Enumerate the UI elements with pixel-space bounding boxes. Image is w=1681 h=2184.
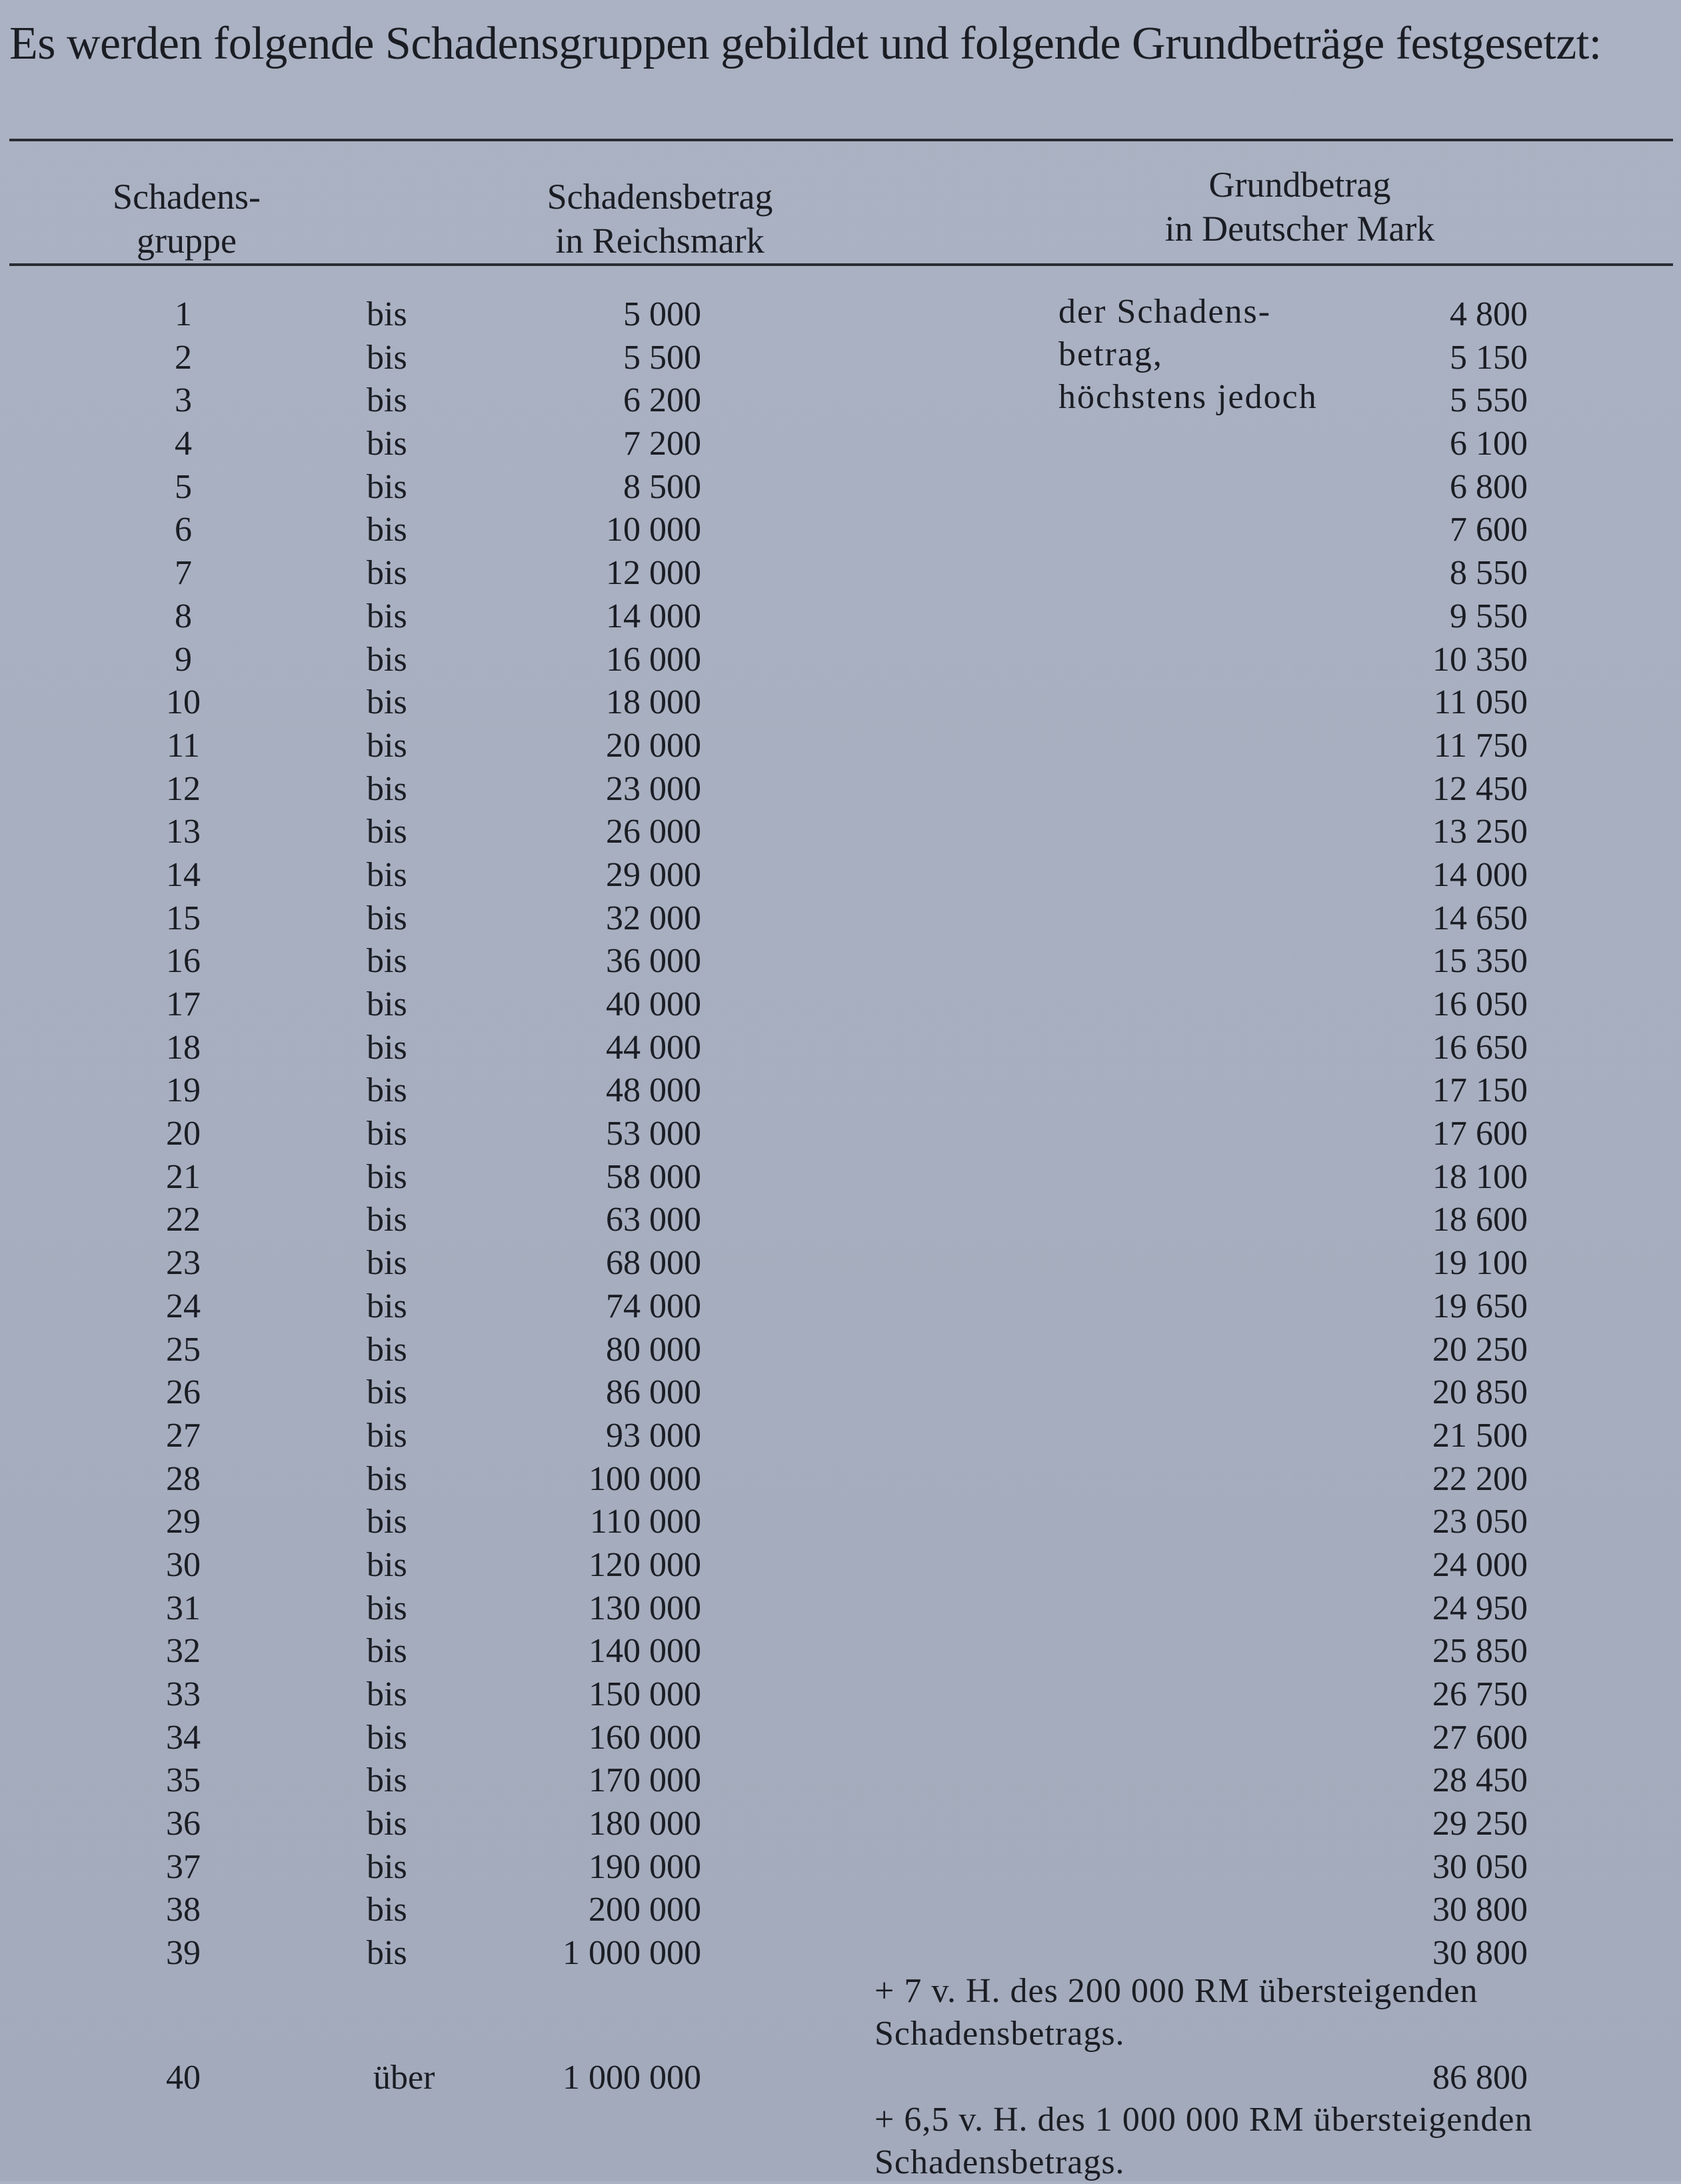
row-amount: 18 000 <box>606 683 701 722</box>
row-amount: 170 000 <box>589 1761 701 1800</box>
row-group: 38 <box>166 1891 201 1929</box>
row-word: bis <box>367 597 407 635</box>
row-base: 25 850 <box>1432 1632 1528 1671</box>
row-word: bis <box>367 467 407 506</box>
row-amount: 190 000 <box>589 1847 701 1886</box>
table-row <box>0 423 1681 466</box>
row-word: bis <box>367 554 407 593</box>
top-rule <box>9 139 1673 141</box>
row-word: bis <box>367 1416 407 1455</box>
header-amount-line1: Schadensbetrag <box>547 177 773 217</box>
row-base: 30 800 <box>1432 1891 1528 1929</box>
row-group: 5 <box>175 467 192 506</box>
row-base: 6 800 <box>1450 467 1528 506</box>
row-amount: 140 000 <box>589 1632 701 1671</box>
row-base: 16 050 <box>1432 985 1528 1023</box>
row-word: bis <box>367 1805 407 1843</box>
row-word: bis <box>367 1718 407 1757</box>
table-row <box>0 595 1681 639</box>
row-word: bis <box>367 425 407 463</box>
row-base: 6 100 <box>1450 425 1528 463</box>
row-amount: 63 000 <box>606 1201 701 1239</box>
row-amount: 6 200 <box>623 381 701 420</box>
table-row <box>0 509 1681 552</box>
row-base: 13 250 <box>1432 813 1528 851</box>
row-amount: 32 000 <box>606 899 701 937</box>
row-group: 11 <box>166 726 201 765</box>
row-amount: 20 000 <box>606 726 701 765</box>
table-row <box>0 681 1681 725</box>
row-base: 23 050 <box>1432 1503 1528 1541</box>
row-amount: 53 000 <box>606 1115 701 1153</box>
row-word: bis <box>367 1071 407 1110</box>
table-row <box>0 1371 1681 1415</box>
row-group: 14 <box>166 855 201 894</box>
row-base: 22 200 <box>1432 1459 1528 1498</box>
header-base-line2: in Deutscher Mark <box>1164 209 1435 249</box>
table-row <box>0 1932 1681 1975</box>
table-row <box>0 897 1681 941</box>
row-group: 15 <box>166 899 201 937</box>
row-base: 26 750 <box>1432 1675 1528 1713</box>
side-note-line2: betrag, <box>1058 335 1163 373</box>
row-word: bis <box>367 1157 407 1196</box>
row-amount: 14 000 <box>606 597 701 635</box>
intro-text: Es werden folgende Schadensgruppen gebildet und folgende Grundbeträge festgesetzt: <box>9 18 1602 69</box>
row-word: bis <box>367 1847 407 1886</box>
header-group-line1: Schadens- <box>113 177 261 217</box>
row-amount: 74 000 <box>606 1287 701 1325</box>
row-base: 17 600 <box>1432 1115 1528 1153</box>
table-row <box>0 1673 1681 1717</box>
row-word: bis <box>367 985 407 1023</box>
row-amount: 160 000 <box>589 1718 701 1757</box>
row-group: 31 <box>166 1589 201 1627</box>
table-row <box>0 1329 1681 1372</box>
row-word: bis <box>367 1287 407 1325</box>
table-row <box>0 1199 1681 1242</box>
row-40-base: 86 800 <box>1432 2059 1528 2097</box>
row-word: bis <box>367 511 407 549</box>
row-group: 37 <box>166 1847 201 1886</box>
table-row <box>0 1285 1681 1329</box>
row-amount: 86 000 <box>606 1373 701 1412</box>
row-word: bis <box>367 1503 407 1541</box>
row-group: 12 <box>166 769 201 808</box>
table-row <box>0 379 1681 423</box>
table-row <box>0 1415 1681 1458</box>
table-row <box>0 1458 1681 1501</box>
row-base: 20 250 <box>1432 1330 1528 1369</box>
row-word: bis <box>367 855 407 894</box>
row-word: bis <box>367 1589 407 1627</box>
row-group: 18 <box>166 1028 201 1067</box>
row-base: 18 600 <box>1432 1201 1528 1239</box>
row-base: 27 600 <box>1432 1718 1528 1757</box>
row-base: 9 550 <box>1450 597 1528 635</box>
row-base: 19 100 <box>1432 1244 1528 1283</box>
row-base: 10 350 <box>1432 640 1528 679</box>
row-word: bis <box>367 1028 407 1067</box>
row-amount: 1 000 000 <box>563 1934 701 1973</box>
note-group-40 <box>874 2099 1533 2184</box>
table-row <box>0 725 1681 768</box>
row-group: 22 <box>166 1201 201 1239</box>
table-row-40 <box>0 2057 1681 2099</box>
row-amount: 23 000 <box>606 769 701 808</box>
row-amount: 12 000 <box>606 554 701 593</box>
row-amount: 16 000 <box>606 640 701 679</box>
row-group: 29 <box>166 1503 201 1541</box>
row-base: 30 050 <box>1432 1847 1528 1886</box>
row-word: bis <box>367 813 407 851</box>
table-row <box>0 1544 1681 1587</box>
row-amount: 40 000 <box>606 985 701 1023</box>
header-base <box>1093 163 1506 251</box>
side-note-line3: höchstens jedoch <box>1058 378 1318 416</box>
row-amount: 100 000 <box>589 1459 701 1498</box>
row-group: 39 <box>166 1934 201 1973</box>
row-amount: 29 000 <box>606 855 701 894</box>
table-row <box>0 940 1681 983</box>
row-group: 33 <box>166 1675 201 1713</box>
row-group: 34 <box>166 1718 201 1757</box>
note-40-line1: + 6,5 v. H. des 1 000 000 RM übersteigenden <box>874 2101 1533 2139</box>
row-base: 14 650 <box>1432 899 1528 937</box>
table-row <box>0 1717 1681 1760</box>
row-base: 16 650 <box>1432 1028 1528 1067</box>
table-row <box>0 1759 1681 1803</box>
row-word: bis <box>367 683 407 722</box>
table-row <box>0 552 1681 595</box>
table-row <box>0 1242 1681 1285</box>
table-row <box>0 1113 1681 1156</box>
row-group: 3 <box>175 381 192 420</box>
row-base: 18 100 <box>1432 1157 1528 1196</box>
note-39-line1: + 7 v. H. des 200 000 RM übersteigenden <box>874 1972 1478 2010</box>
table-row <box>0 1501 1681 1544</box>
row-group: 6 <box>175 511 192 549</box>
row-base: 20 850 <box>1432 1373 1528 1412</box>
row-word: bis <box>367 338 407 377</box>
row-group: 30 <box>166 1545 201 1584</box>
row-base: 5 550 <box>1450 381 1528 420</box>
row-base: 24 000 <box>1432 1545 1528 1584</box>
note-40-line2: Schadensbetrags. <box>874 2143 1125 2181</box>
row-amount: 26 000 <box>606 813 701 851</box>
row-40-amount: 1 000 000 <box>563 2059 701 2097</box>
row-word: bis <box>367 1115 407 1153</box>
row-base: 28 450 <box>1432 1761 1528 1800</box>
table-row <box>0 983 1681 1027</box>
row-base: 15 350 <box>1432 942 1528 981</box>
header-group <box>87 175 287 263</box>
table-row <box>0 1630 1681 1673</box>
row-group: 24 <box>166 1287 201 1325</box>
row-amount: 150 000 <box>589 1675 701 1713</box>
row-40-group: 40 <box>166 2059 201 2097</box>
row-amount: 110 000 <box>589 1503 701 1541</box>
row-group: 9 <box>175 640 192 679</box>
note-39-line2: Schadensbetrags. <box>874 2015 1125 2053</box>
row-group: 7 <box>175 554 192 593</box>
row-word: bis <box>367 1244 407 1283</box>
row-word: bis <box>367 381 407 420</box>
row-amount: 130 000 <box>589 1589 701 1627</box>
table-row <box>0 1846 1681 1889</box>
row-word: bis <box>367 295 407 333</box>
row-amount: 93 000 <box>606 1416 701 1455</box>
table-row <box>0 1587 1681 1631</box>
row-word: bis <box>367 640 407 679</box>
table-row <box>0 639 1681 682</box>
row-word: bis <box>367 726 407 765</box>
table-row <box>0 811 1681 854</box>
header-amount <box>493 175 827 263</box>
row-word: bis <box>367 942 407 981</box>
row-amount: 7 200 <box>623 425 701 463</box>
table-row <box>0 1069 1681 1113</box>
table-row <box>0 1889 1681 1932</box>
row-base: 7 600 <box>1450 511 1528 549</box>
row-group: 17 <box>166 985 201 1023</box>
row-40-word: über <box>373 2059 435 2097</box>
row-base: 19 650 <box>1432 1287 1528 1325</box>
row-base: 12 450 <box>1432 769 1528 808</box>
row-group: 21 <box>166 1157 201 1196</box>
row-word: bis <box>367 899 407 937</box>
row-base: 30 800 <box>1432 1934 1528 1973</box>
row-base: 5 150 <box>1450 338 1528 377</box>
header-base-line1: Grundbetrag <box>1208 165 1391 205</box>
row-base: 21 500 <box>1432 1416 1528 1455</box>
row-group: 27 <box>166 1416 201 1455</box>
row-amount: 58 000 <box>606 1157 701 1196</box>
note-group-39 <box>874 1970 1478 2055</box>
row-group: 2 <box>175 338 192 377</box>
row-word: bis <box>367 1545 407 1584</box>
row-word: bis <box>367 769 407 808</box>
row-group: 36 <box>166 1805 201 1843</box>
row-amount: 200 000 <box>589 1891 701 1929</box>
row-base: 29 250 <box>1432 1805 1528 1843</box>
row-word: bis <box>367 1675 407 1713</box>
row-group: 32 <box>166 1632 201 1671</box>
row-group: 23 <box>166 1244 201 1283</box>
row-word: bis <box>367 1891 407 1929</box>
row-group: 4 <box>175 425 192 463</box>
table-row <box>0 768 1681 811</box>
row-word: bis <box>367 1201 407 1239</box>
table-row <box>0 1803 1681 1846</box>
row-amount: 8 500 <box>623 467 701 506</box>
row-base: 8 550 <box>1450 554 1528 593</box>
side-note-line1: der Schadens- <box>1058 293 1272 331</box>
header-amount-line2: in Reichsmark <box>555 221 765 261</box>
row-group: 16 <box>166 942 201 981</box>
row-word: bis <box>367 1761 407 1800</box>
row-group: 20 <box>166 1115 201 1153</box>
row-group: 19 <box>166 1071 201 1110</box>
row-amount: 180 000 <box>589 1805 701 1843</box>
table-row <box>0 854 1681 897</box>
row-word: bis <box>367 1330 407 1369</box>
row-base: 4 800 <box>1450 295 1528 333</box>
header-group-line2: gruppe <box>137 221 237 261</box>
row-group: 26 <box>166 1373 201 1412</box>
row-amount: 5 500 <box>623 338 701 377</box>
row-group: 10 <box>166 683 201 722</box>
row-amount: 5 000 <box>623 295 701 333</box>
table-row <box>0 466 1681 509</box>
row-group: 25 <box>166 1330 201 1369</box>
row-amount: 120 000 <box>589 1545 701 1584</box>
row-word: bis <box>367 1373 407 1412</box>
row-group: 35 <box>166 1761 201 1800</box>
row-base: 14 000 <box>1432 855 1528 894</box>
header-rule <box>9 263 1673 266</box>
row-word: bis <box>367 1934 407 1973</box>
row-base: 17 150 <box>1432 1071 1528 1110</box>
table-row <box>0 1156 1681 1199</box>
row-amount: 68 000 <box>606 1244 701 1283</box>
table-row <box>0 1027 1681 1070</box>
row-amount: 10 000 <box>606 511 701 549</box>
row-base: 11 050 <box>1433 683 1528 722</box>
row-group: 28 <box>166 1459 201 1498</box>
row-word: bis <box>367 1632 407 1671</box>
row-amount: 80 000 <box>606 1330 701 1369</box>
table-row <box>0 337 1681 380</box>
row-group: 13 <box>166 813 201 851</box>
row-group: 8 <box>175 597 192 635</box>
row-base: 24 950 <box>1432 1589 1528 1627</box>
row-amount: 48 000 <box>606 1071 701 1110</box>
row-amount: 36 000 <box>606 942 701 981</box>
table-row <box>0 293 1681 337</box>
row-base: 11 750 <box>1433 726 1528 765</box>
row-word: bis <box>367 1459 407 1498</box>
row-group: 1 <box>175 295 192 333</box>
table-body <box>0 293 1681 1975</box>
row-amount: 44 000 <box>606 1028 701 1067</box>
